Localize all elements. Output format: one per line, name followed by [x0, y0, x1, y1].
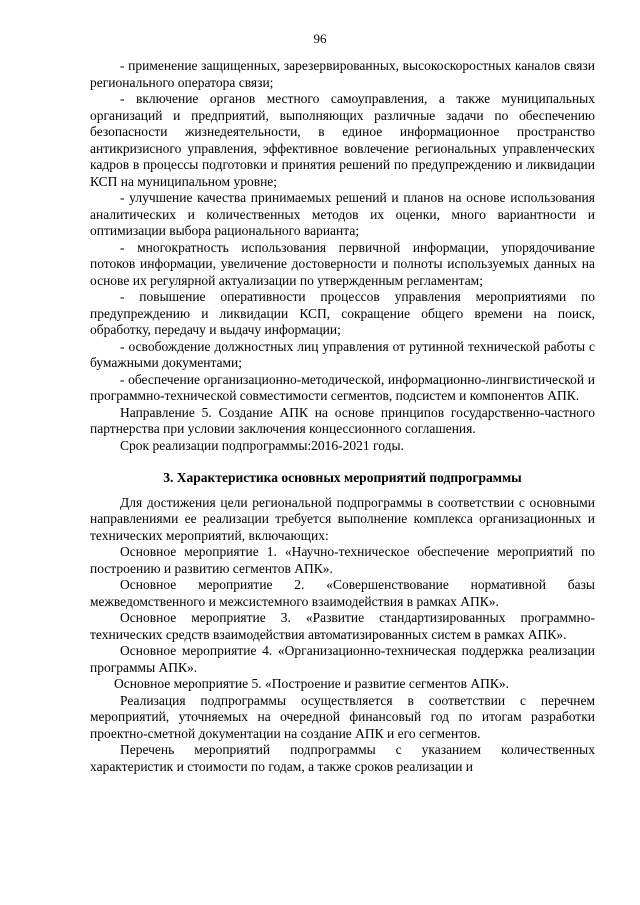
paragraph: Основное мероприятие 3. «Развитие стандартизированных программно-технических средств взаимодействия автоматизированных систем в рамках АПК». — [90, 610, 595, 642]
paragraph: - улучшение качества принимаемых решений и планов на основе использования аналитических и количественных методов их оценки, много вариантности и оптимизации выбора рационального варианта; — [90, 190, 595, 238]
paragraph: - освобождение должностных лиц управления от рутинной технической работы с бумажными документами; — [90, 338, 595, 370]
paragraph: Для достижения цели региональной подпрограммы в соответствии с основными направлениями ее реализации требуется выполнение комплекса организационных и технических мероприятий, включающих: — [90, 494, 595, 543]
paragraph: - применение защищенных, зарезервированных, высокоскоростных каналов связи регионального оператора связи; — [90, 58, 595, 90]
paragraph: Основное мероприятие 5. «Построение и развитие сегментов АПК». — [114, 676, 510, 691]
paragraph: Направление 5. Создание АПК на основе принципов государственно-частного партнерства при условии заключения концессионного соглашения. — [90, 404, 595, 436]
paragraph: Основное мероприятие 2. «Совершенствование нормативной базы межведомственного и межсистемного взаимодействия в рамках АПК». — [90, 577, 595, 609]
section-heading: 3. Характеристика основных мероприятий подпрограммы — [163, 470, 522, 485]
paragraph: - включение органов местного самоуправления, а также муниципальных организаций и предприятий, выполняющих различные задачи по обеспечению безопасности жизнедеятельности, в единое информационное пространство антикризисного управления, эффективное вовлечение региональных управленческих кадров в процессы подготовки и принятия решений по предупреждению и ликвидации КСП на муниципальном уровне; — [90, 91, 595, 189]
paragraph: Перечень мероприятий подпрограммы с указанием количественных характеристик и стоимости по годам, а также сроков реализации и — [90, 742, 595, 774]
page-number: 96 — [313, 31, 327, 46]
paragraph: Срок реализации подпрограммы:2016-2021 годы. — [120, 437, 404, 453]
document-body — [90, 58, 595, 775]
paragraph: Основное мероприятие 1. «Научно-техническое обеспечение мероприятий по построению и развитию сегментов АПК». — [90, 544, 595, 576]
paragraph: - повышение оперативности процессов управления мероприятиями по предупреждению и ликвидации КСП, сокращение общего времени на поиск, обработку, передачу и выдачу информации; — [90, 289, 595, 337]
paragraph: - многократность использования первичной информации, упорядочивание потоков информации, увеличение достоверности и полноты используемых данных на основе их регулярной актуализации по утвержденным регламентам; — [90, 239, 595, 288]
paragraph: - обеспечение организационно-методической, информационно-лингвистической и программно-технической совместимости сегментов, подсистем и компонентов АПК. — [90, 371, 595, 403]
paragraph: Реализация подпрограммы осуществляется в соответствии с перечнем мероприятий, уточняемых на очередной финансовый год по итогам разработки проектно-сметной документации на создание АПК и его сегментов. — [90, 692, 595, 741]
paragraph: Основное мероприятие 4. «Организационно-техническая поддержка реализации программы АПК». — [90, 643, 595, 675]
